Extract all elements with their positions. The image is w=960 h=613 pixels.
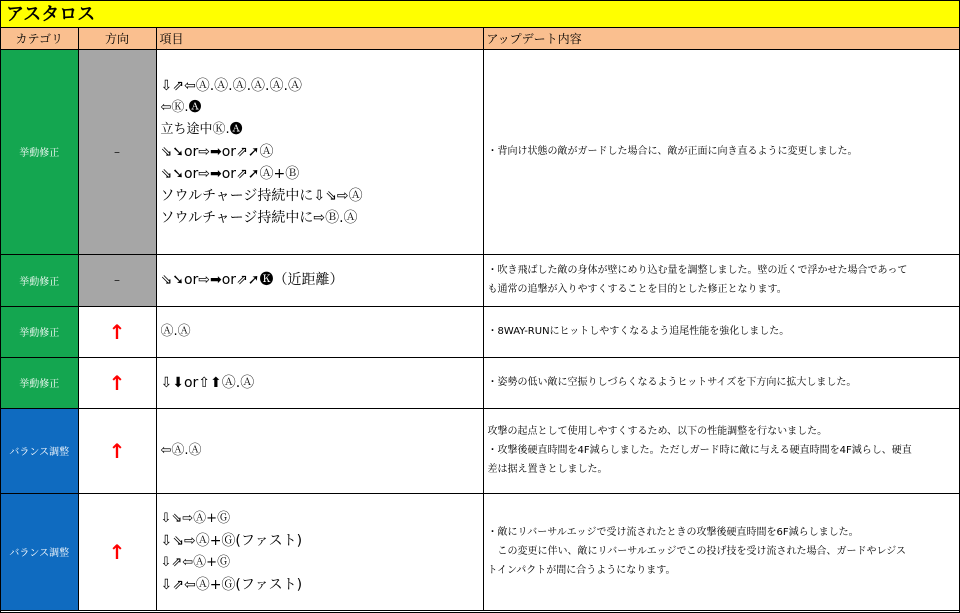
category-cell — [1, 254, 78, 306]
category-cell — [1, 306, 78, 357]
description-cell — [483, 254, 959, 306]
command-cell — [156, 357, 483, 408]
description-line: トインパクトが間に合うようになります。 — [487, 565, 676, 576]
header-row — [1, 28, 959, 49]
direction-cell — [78, 254, 156, 306]
description-cell — [483, 357, 959, 408]
command-line: ⇘➘or⇨➡or⇗➚🅚（近距離） — [160, 272, 344, 288]
command-line: ⇩⇗⇦Ⓐ+Ⓖ(ファスト) — [160, 576, 303, 593]
description-line: ・8WAY-RUNにヒットしやすくなるよう追尾性能を強化しました。 — [487, 326, 790, 337]
description-line: この変更に伴い、敵にリバーサルエッジでこの投げ技を受け流された場合、ガードやレジス — [487, 546, 906, 557]
command-cell — [156, 493, 483, 610]
category-label: 挙動修正 — [19, 148, 60, 159]
up-arrow-icon: ↑ — [108, 319, 126, 344]
update-table — [1, 28, 959, 611]
command-line: ⇩⇘⇨Ⓐ+Ⓖ — [160, 510, 231, 526]
header-item: 項目 — [156, 28, 483, 49]
direction-cell — [78, 408, 156, 493]
description-line: も通常の追撃が入りやすくすることを目的とした修正となります。 — [487, 284, 787, 295]
command-line: ソウルチャージ持続中に⇨Ⓑ.Ⓐ — [160, 209, 358, 226]
command-line: ⇩⬇or⇧⬆Ⓐ.Ⓐ — [160, 374, 255, 391]
command-cell — [156, 408, 483, 493]
table-row — [1, 254, 959, 306]
category-label: バランス調整 — [9, 447, 70, 458]
header-direction: 方向 — [78, 28, 156, 49]
up-arrow-icon: ↑ — [108, 370, 126, 395]
direction-cell — [78, 357, 156, 408]
direction-dash: – — [114, 144, 120, 159]
command-line: ソウルチャージ持続中に⇩⇘⇨Ⓐ — [160, 187, 363, 204]
command-line: ⇩⇘⇨Ⓐ+Ⓖ(ファスト) — [160, 532, 303, 549]
category-cell — [1, 408, 78, 493]
description-line: ・背向け状態の敵がガードした場合に、敵が正面に向き直るように変更しました。 — [487, 146, 858, 157]
command-line: ⇩⇗⇦Ⓐ.Ⓐ.Ⓐ.Ⓐ.Ⓐ.Ⓐ — [160, 77, 302, 94]
command-line: ⇘➘or⇨➡or⇗➚Ⓐ — [160, 143, 274, 160]
direction-cell — [78, 493, 156, 610]
category-cell — [1, 493, 78, 610]
description-line: ・攻撃後硬直時間を4F減らしました。ただしガード時に敵に与える硬直時間を4F減らし、硬直 — [487, 445, 912, 456]
table-row — [1, 408, 959, 493]
description-line: 攻撃の起点として使用しやすくするため、以下の性能調整を行ないました。 — [487, 426, 828, 437]
description-cell — [483, 49, 959, 254]
description-cell — [483, 408, 959, 493]
description-line: ・敵にリバーサルエッジで受け流されたときの攻撃後硬直時間を6F減らしました。 — [487, 527, 859, 538]
category-cell — [1, 357, 78, 408]
category-label: バランス調整 — [9, 548, 70, 559]
description-cell — [483, 306, 959, 357]
command-cell — [156, 49, 483, 254]
category-label: 挙動修正 — [19, 276, 60, 288]
direction-dash: – — [114, 273, 120, 287]
command-cell — [156, 254, 483, 306]
table-row — [1, 49, 959, 254]
direction-cell — [78, 49, 156, 254]
command-line: ⇘➘or⇨➡or⇗➚Ⓐ+Ⓑ — [160, 165, 300, 182]
sheet-title: アスタロス — [1, 1, 959, 28]
up-arrow-icon: ↑ — [108, 539, 126, 564]
up-arrow-icon: ↑ — [108, 438, 126, 463]
description-cell — [483, 493, 959, 610]
description-line: ・吹き飛ばした敵の身体が壁にめり込む量を調整しました。壁の近くで浮かせた場合であって — [487, 265, 908, 276]
description-line: ・姿勢の低い敵に空振りしづらくなるようヒットサイズを下方向に拡大しました。 — [487, 377, 857, 388]
header-category: カテゴリ — [1, 28, 78, 49]
command-line: ⇦Ⓚ.🅐 — [160, 99, 202, 115]
table-row — [1, 306, 959, 357]
category-label: 挙動修正 — [19, 328, 60, 339]
command-line: 立ち途中Ⓚ.🅐 — [160, 121, 243, 137]
category-cell — [1, 49, 78, 254]
command-line: ⇦Ⓐ.Ⓐ — [160, 442, 202, 458]
table-row — [1, 357, 959, 408]
table-row — [1, 493, 959, 610]
command-cell — [156, 306, 483, 357]
command-line: ⇩⇗⇦Ⓐ+Ⓖ — [160, 554, 231, 570]
direction-cell — [78, 306, 156, 357]
command-line: Ⓐ.Ⓐ — [160, 323, 191, 339]
description-line: 差は据え置きとしました。 — [487, 464, 608, 475]
header-update: アップデート内容 — [483, 28, 959, 49]
category-label: 挙動修正 — [19, 379, 60, 390]
